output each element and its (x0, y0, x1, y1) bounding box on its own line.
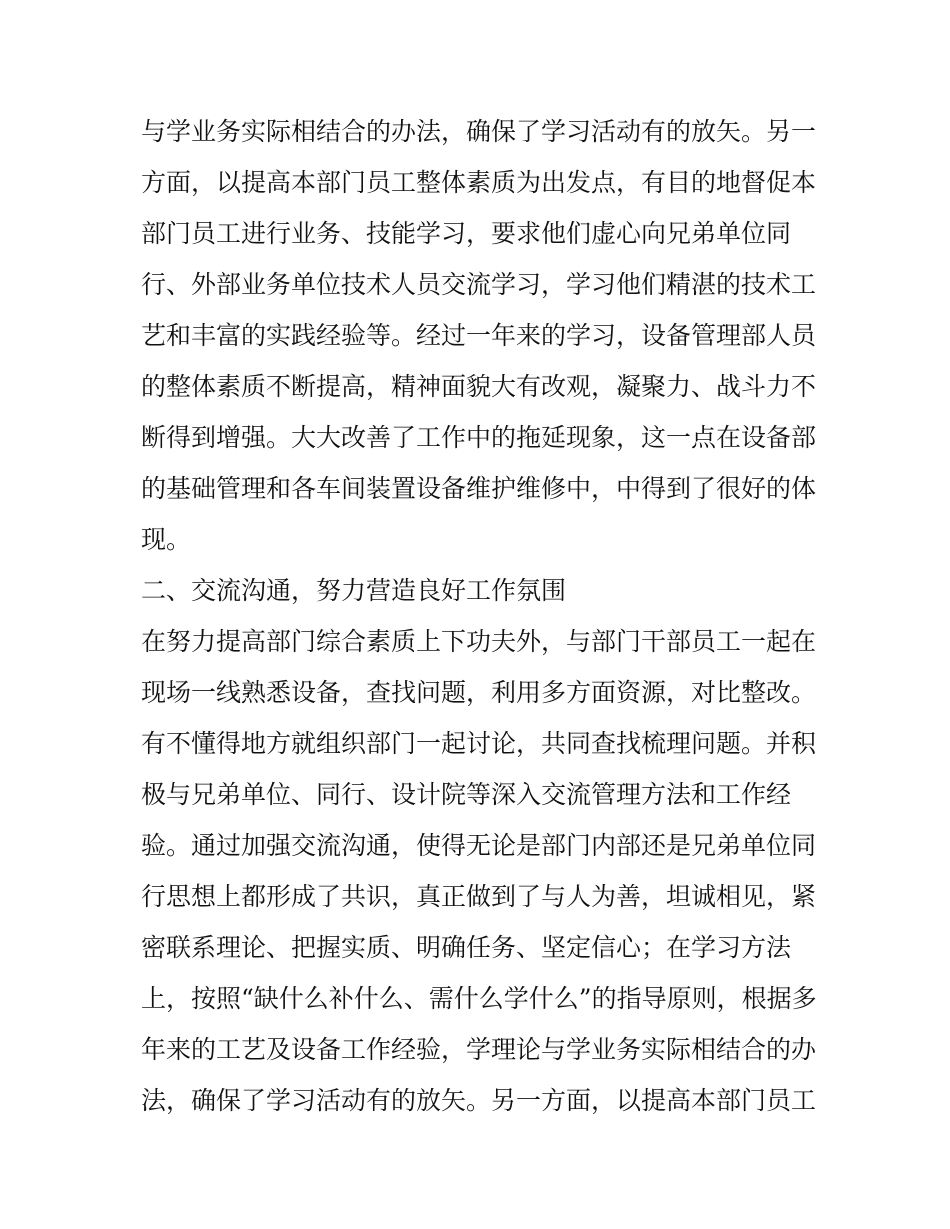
document-body (141, 106, 821, 1126)
text-line: 有不懂得地方就组织部门一起讨论，共同查找梳理问题。并积 (141, 729, 817, 758)
text-line: 上，按照“缺什么补什么、需什么学什么”的指导原则，根据多 (141, 984, 817, 1013)
text-line: 验。通过加强交流沟通，使得无论是部门内部还是兄弟单位同 (141, 831, 817, 860)
text-line: 方面，以提高本部门员工整体素质为出发点，有目的地督促本 (141, 168, 817, 197)
text-line: 部门员工进行业务、技能学习，要求他们虚心向兄弟单位同 (141, 219, 792, 248)
text-line: 行思想上都形成了共识，真正做到了与人为善，坦诚相见，紧 (141, 882, 817, 911)
section-heading: 二、交流沟通，努力营造良好工作氛围 (141, 576, 567, 605)
text-line: 与学业务实际相结合的办法，确保了学习活动有的放矢。另一 (141, 117, 817, 146)
text-line: 现。 (141, 525, 192, 554)
text-line: 现场一线熟悉设备，查找问题，利用多方面资源，对比整改。 (141, 678, 817, 707)
text-line: 年来的工艺及设备工作经验，学理论与学业务实际相结合的办 (141, 1035, 817, 1064)
text-line: 的整体素质不断提高，精神面貌大有改观，凝聚力、战斗力不 (141, 372, 817, 401)
text-line: 艺和丰富的实践经验等。经过一年来的学习，设备管理部人员 (141, 321, 817, 350)
text-line: 法，确保了学习活动有的放矢。另一方面，以提高本部门员工 (141, 1086, 817, 1115)
text-line: 断得到增强。大大改善了工作中的拖延现象，这一点在设备部 (141, 423, 817, 452)
text-line: 极与兄弟单位、同行、设计院等深入交流管理方法和工作经 (141, 780, 792, 809)
text-line: 在努力提高部门综合素质上下功夫外，与部门干部员工一起在 (141, 627, 817, 656)
text-line: 的基础管理和各车间装置设备维护维修中，中得到了很好的体 (141, 474, 817, 503)
text-line: 行、外部业务单位技术人员交流学习，学习他们精湛的技术工 (141, 270, 817, 299)
text-line: 密联系理论、把握实质、明确任务、坚定信心；在学习方法 (141, 933, 792, 962)
